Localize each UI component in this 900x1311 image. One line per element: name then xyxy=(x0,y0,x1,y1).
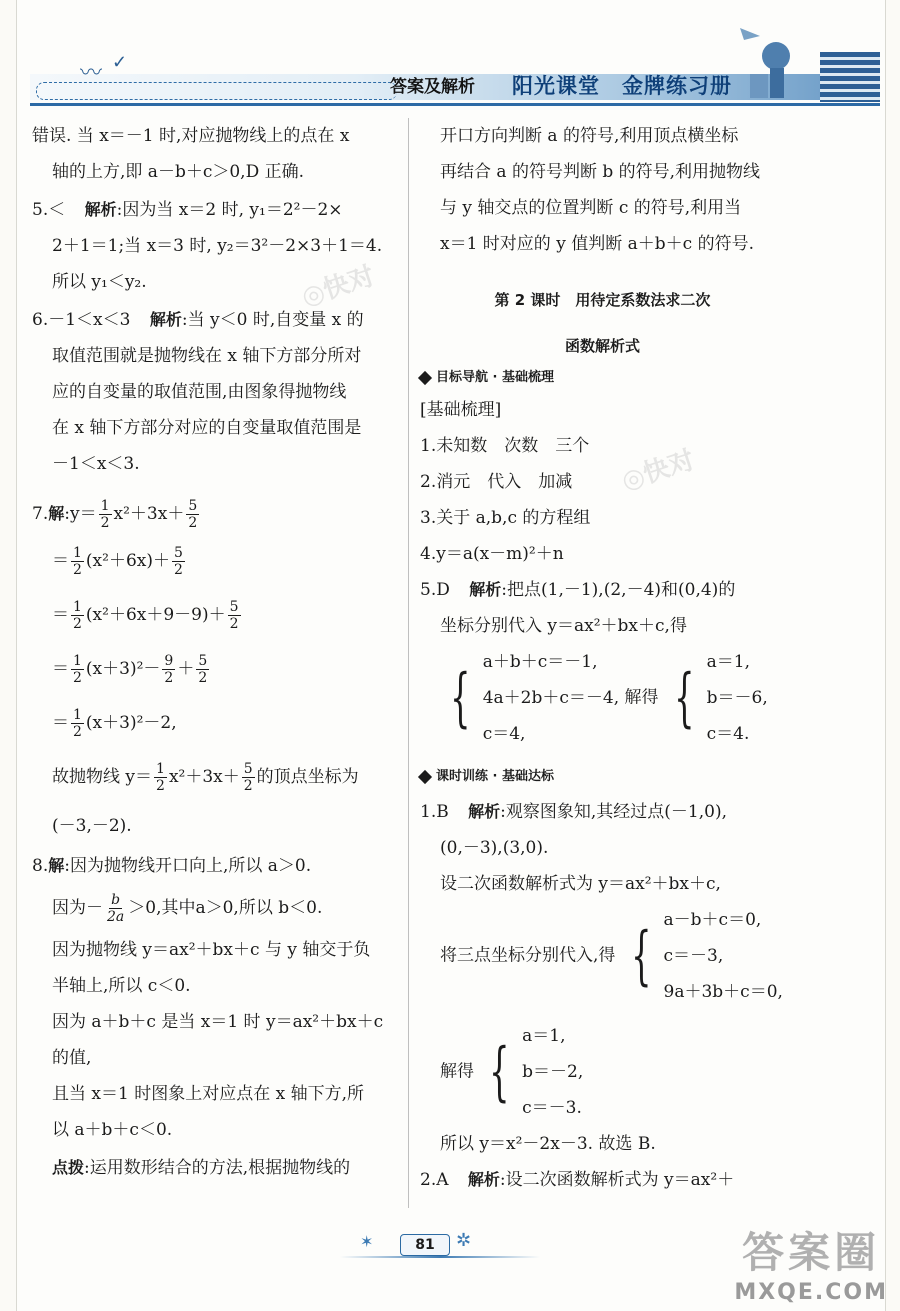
answer-number: 1.B xyxy=(420,802,449,822)
watermark-logo: 答案圈 xyxy=(742,1228,881,1277)
page-footer xyxy=(340,1226,540,1266)
system-rows xyxy=(664,902,783,1010)
answer-7 xyxy=(32,494,402,534)
text-line: (－3,－2). xyxy=(52,816,132,836)
corner-watermark xyxy=(734,1220,888,1305)
brace-icon: { xyxy=(630,919,652,993)
text-line: 再结合 a 的符号判断 b 的符号,利用抛物线 xyxy=(440,162,761,182)
system-rows xyxy=(707,644,768,752)
page-header xyxy=(20,0,880,110)
text: ＝ xyxy=(52,713,69,733)
text-line: 因为抛物线 y＝ax²＋bx＋c 与 y 轴交于负 xyxy=(52,940,371,960)
header-rule xyxy=(30,103,880,106)
header-answer-label: 答案及解析 xyxy=(390,77,475,97)
text: (x＋3)²－ xyxy=(85,659,161,679)
text: :观察图象知,其经过点(－1,0), xyxy=(500,802,727,822)
analysis-tag: 解析 xyxy=(84,200,117,219)
sub-heading: [基础梳理] xyxy=(420,400,502,420)
denominator: 2 xyxy=(73,562,82,578)
system-row: b＝－2, xyxy=(522,1062,584,1082)
bird-icon: ✓ xyxy=(112,52,128,73)
text-line: 4.y＝a(x－m)²＋n xyxy=(420,544,564,564)
lesson-title: 第 2 课时 用待定系数法求二次 xyxy=(494,291,711,309)
fraction xyxy=(99,498,112,531)
text-line: 应的自变量的取值范围,由图象得抛物线 xyxy=(52,382,347,402)
text-line: －1＜x＜3. xyxy=(52,454,140,474)
text: :因为抛物线开口向上,所以 a＞0. xyxy=(64,856,312,876)
analysis-tag: 解析 xyxy=(467,1170,500,1189)
system-row: b＝－6, xyxy=(706,688,768,708)
system-row: 9a＋3b＋c＝0, xyxy=(663,982,783,1002)
denominator: 2a xyxy=(107,909,125,925)
watermark: ◎快对 xyxy=(617,445,699,497)
watermark: ◎快对 xyxy=(297,261,379,313)
text-line: 1.未知数 次数 三个 xyxy=(420,436,590,456)
tip-line xyxy=(32,1150,402,1186)
text-line: 取值范围就是抛物线在 x 轴下方部分所对 xyxy=(52,346,362,366)
watermark-url: MXQE.COM xyxy=(734,1280,888,1305)
answer-6 xyxy=(32,302,402,338)
lesson-subtitle: 函数解析式 xyxy=(564,337,640,355)
answer-number: 8. xyxy=(32,856,49,876)
text-line: 3.关于 a,b,c 的方程组 xyxy=(420,508,591,528)
text-line: 所以 y₁＜y₂. xyxy=(52,272,147,292)
text: :把点(1,－1),(2,－4)和(0,4)的 xyxy=(501,580,736,600)
system xyxy=(621,902,783,1010)
analysis-tag: 解析 xyxy=(468,802,501,821)
fraction xyxy=(228,599,241,632)
tip-tag: 点拨 xyxy=(52,1158,85,1177)
fraction xyxy=(186,498,199,531)
denominator: 2 xyxy=(73,724,82,740)
text: :当 y＜0 时,自变量 x 的 xyxy=(181,310,364,330)
answer-1b xyxy=(420,794,785,830)
answer-5 xyxy=(32,192,402,228)
system-left xyxy=(440,644,619,752)
denominator: 2 xyxy=(174,562,183,578)
solution-tag: 解 xyxy=(48,856,65,875)
text-line: (0,－3),(3,0). xyxy=(440,838,549,858)
conclusion-line xyxy=(32,750,402,804)
left-column xyxy=(32,118,402,1186)
text-line: 坐标分别代入 y＝ax²＋bx＋c,得 xyxy=(440,616,687,636)
system-row: c＝4, xyxy=(482,724,526,744)
numerator: 5 xyxy=(174,545,183,561)
text-line: 轴的上方,即 a－b＋c＞0,D 正确. xyxy=(52,162,305,182)
text-line: x＝1 时对应的 y 值判断 a＋b＋c 的符号. xyxy=(440,234,754,254)
system-row: a－b＋c＝0, xyxy=(663,910,762,930)
section-heading xyxy=(420,364,785,392)
bird-icon: 〰 xyxy=(80,61,103,86)
system-row: c＝－3. xyxy=(522,1098,582,1118)
answer-5d xyxy=(420,572,785,608)
brace-icon: { xyxy=(489,1035,510,1109)
text-line: 与 y 轴交点的位置判断 c 的符号,利用当 xyxy=(440,198,742,218)
text-line: 设二次函数解析式为 y＝ax²＋bx＋c, xyxy=(440,874,721,894)
text: ＝ xyxy=(52,605,69,625)
solution-tag: 解 xyxy=(48,504,65,523)
text: :y＝ xyxy=(64,504,97,524)
equation-line xyxy=(32,534,402,588)
denominator: 2 xyxy=(156,778,165,794)
numerator: 5 xyxy=(243,761,253,777)
text: 因为－ xyxy=(52,898,103,918)
text: (x＋3)²－2, xyxy=(85,713,177,733)
numerator: 1 xyxy=(100,498,110,514)
star-icon: ✶ xyxy=(360,1232,374,1251)
numerator: 1 xyxy=(73,653,82,669)
text: 解得 xyxy=(440,1061,474,1082)
fraction xyxy=(105,892,126,925)
text: ＞0,其中a＞0,所以 b＜0. xyxy=(128,898,323,918)
brace-icon: { xyxy=(674,661,695,735)
answer-8 xyxy=(32,848,402,884)
numerator: 1 xyxy=(156,761,165,777)
denominator: 2 xyxy=(229,616,239,632)
numerator: 1 xyxy=(73,599,82,615)
denominator: 2 xyxy=(73,616,82,632)
analysis-tag: 解析 xyxy=(149,310,182,329)
equation-system xyxy=(420,644,785,752)
text: 将三点坐标分别代入,得 xyxy=(440,945,616,966)
fraction xyxy=(71,545,84,578)
system-row: 4a＋2b＋c＝－4, xyxy=(482,688,620,708)
text-line: 开口方向判断 a 的符号,利用顶点横坐标 xyxy=(440,126,739,146)
equation-line xyxy=(32,642,402,696)
denominator: 2 xyxy=(243,778,253,794)
text-line: 2＋1＝1;当 x＝3 时, y₂＝3²－2×3＋1＝4. xyxy=(52,236,383,256)
equation-line xyxy=(32,696,402,750)
text: (x²＋6x)＋ xyxy=(85,551,170,571)
equation-line xyxy=(32,588,402,642)
page-number: 81 xyxy=(400,1234,450,1256)
header-brand-title: 阳光课堂 金牌练习册 xyxy=(512,74,732,98)
answer-number: 2.A xyxy=(420,1170,449,1190)
answer-number: 6.－1＜x＜3 xyxy=(32,310,131,330)
system-row: a＝1, xyxy=(522,1026,566,1046)
fraction xyxy=(71,707,84,740)
fraction xyxy=(242,761,255,794)
text: :设二次函数解析式为 y＝ax²＋ xyxy=(499,1170,735,1190)
text: 解得 xyxy=(624,687,659,708)
text-line: 的值, xyxy=(52,1048,92,1068)
text-line: 以 a＋b＋c＜0. xyxy=(52,1120,173,1140)
fraction xyxy=(154,761,167,794)
system-row: a＝1, xyxy=(706,652,750,672)
text-line: 错误. 当 x＝－1 时,对应抛物线上的点在 x xyxy=(32,126,350,146)
text: 的顶点坐标为 xyxy=(256,767,359,787)
text-line: 2.消元 代入 加减 xyxy=(420,472,573,492)
section-heading xyxy=(420,760,785,794)
system xyxy=(479,1018,583,1126)
header-stripes xyxy=(820,52,880,102)
numerator: 5 xyxy=(198,653,208,669)
fraction xyxy=(162,653,175,686)
numerator: b xyxy=(111,892,121,908)
numerator: 5 xyxy=(188,498,198,514)
system-rows xyxy=(483,644,619,752)
section-title: 目标导航 · 基础梳理 xyxy=(436,370,554,385)
text-line: 所以 y＝x²－2x－3. 故选 B. xyxy=(440,1134,656,1154)
text: ＋ xyxy=(177,659,195,679)
text-line: 且当 x＝1 时图象上对应点在 x 轴下方,所 xyxy=(52,1084,365,1104)
text: :因为当 x＝2 时, y₁＝2²－2× xyxy=(116,200,343,220)
text: ＝ xyxy=(52,551,69,571)
text: x²＋3x＋ xyxy=(168,767,240,787)
column-divider xyxy=(408,118,409,1208)
diamond-icon xyxy=(418,370,432,384)
system-right xyxy=(664,644,768,752)
system-rows xyxy=(522,1018,583,1126)
system-row: a＋b＋c＝－1, xyxy=(482,652,598,672)
text-line: 半轴上,所以 c＜0. xyxy=(52,976,191,996)
denominator: 2 xyxy=(188,515,198,531)
text: (x²＋6x＋9－9)＋ xyxy=(85,605,226,625)
section-title: 课时训练 · 基础达标 xyxy=(436,769,554,784)
denominator: 2 xyxy=(164,670,174,686)
fraction xyxy=(196,653,209,686)
equation-system xyxy=(420,902,785,1010)
equation-system xyxy=(420,1018,785,1126)
answer-2a xyxy=(420,1162,785,1198)
numerator: 9 xyxy=(164,653,174,669)
footer-rule xyxy=(340,1256,540,1258)
answer-number: 5.＜ xyxy=(32,200,66,220)
answer-number: 5.D xyxy=(420,580,450,600)
text-line: 因为 a＋b＋c 是当 x＝1 时 y＝ax²＋bx＋c xyxy=(52,1012,384,1032)
text-line xyxy=(32,884,402,932)
text: 故抛物线 y＝ xyxy=(52,767,153,787)
fraction xyxy=(172,545,185,578)
numerator: 5 xyxy=(229,599,239,615)
brace-icon: { xyxy=(450,661,471,735)
text: :运用数形结合的方法,根据抛物线的 xyxy=(84,1158,351,1178)
denominator: 2 xyxy=(100,515,110,531)
answer-number: 7. xyxy=(32,504,49,524)
fraction xyxy=(71,599,84,632)
right-column xyxy=(420,118,785,1198)
system-row: c＝4. xyxy=(706,724,750,744)
denominator: 2 xyxy=(198,670,208,686)
palm-icon: ✲ xyxy=(456,1230,472,1251)
diamond-icon xyxy=(418,769,432,783)
fraction xyxy=(71,653,84,686)
numerator: 1 xyxy=(73,545,82,561)
system-row: c＝－3, xyxy=(663,946,724,966)
text: ＝ xyxy=(52,659,69,679)
denominator: 2 xyxy=(73,670,82,686)
numerator: 1 xyxy=(73,707,82,723)
text: x²＋3x＋ xyxy=(113,504,185,524)
text-line: 在 x 轴下方部分对应的自变量取值范围是 xyxy=(52,418,362,438)
analysis-tag: 解析 xyxy=(469,580,502,599)
